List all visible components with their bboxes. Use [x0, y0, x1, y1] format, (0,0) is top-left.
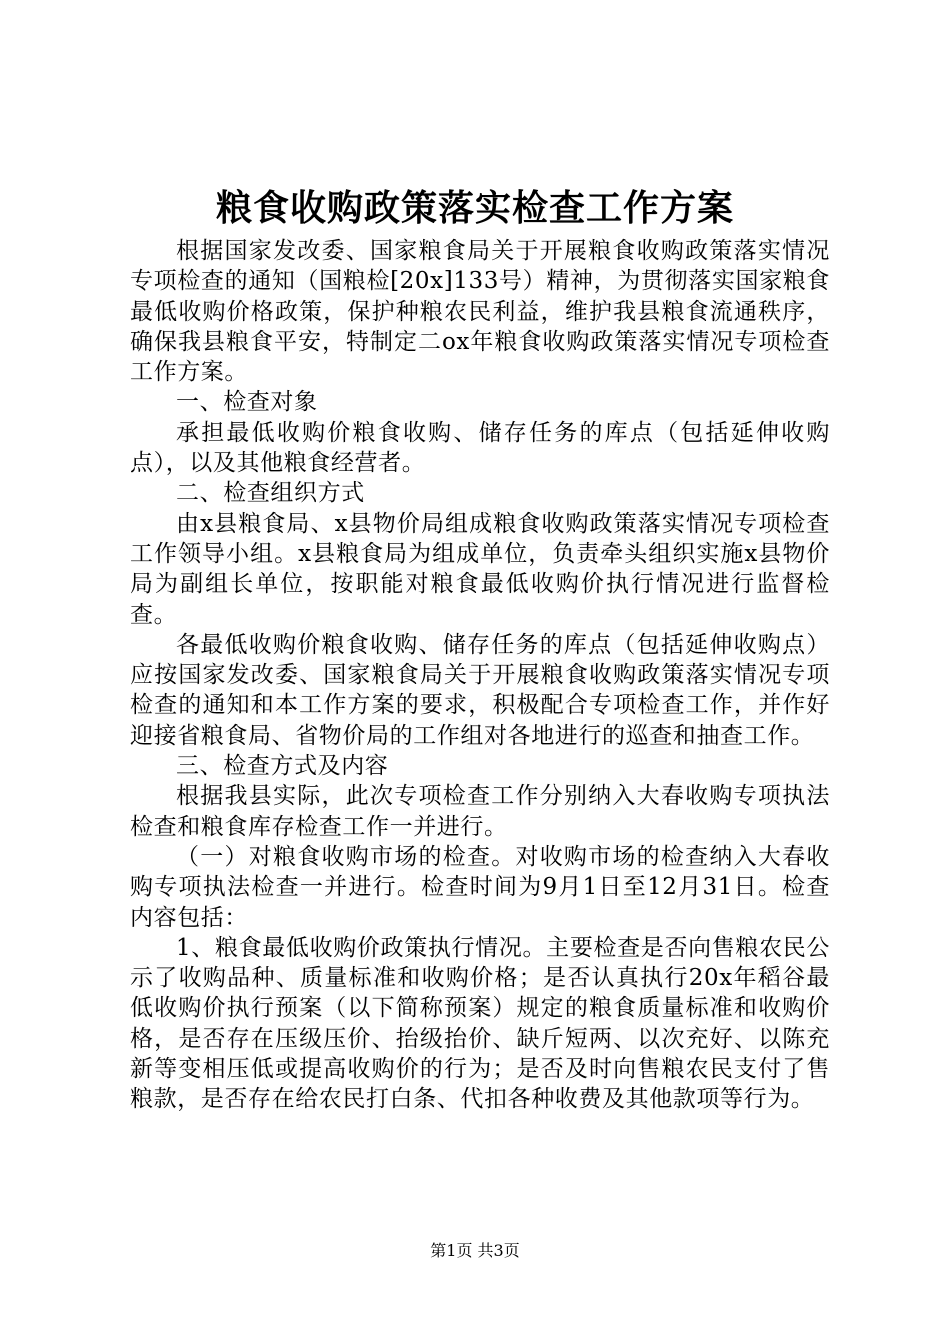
- page-footer: 第1页 共3页: [430, 1241, 520, 1260]
- paragraph-cooperation: 各最低收购价粮食收购、储存任务的库点（包括延伸收购点）应按国家发改委、国家粮食局关于开展粮食收购政策落实情况专项检查的通知和本工作方案的要求，积极配合专项检查工作，并作好迎接省粮食局、省物价局的工作组对各地进行的巡查和抽查工作。: [130, 631, 830, 749]
- paragraph-intro: 根据国家发改委、国家粮食局关于开展粮食收购政策落实情况专项检查的通知（国粮检[20x]133号）精神，为贯彻落实国家粮食最低收购价格政策，保护种粮农民利益，维护我县粮食流通秩序，确保我县粮食平安，特制定二ox年粮食收购政策落实情况专项检查工作方案。: [130, 238, 830, 386]
- section-heading-inspection-targets: 一、检查对象: [176, 389, 318, 416]
- document-title: 粮食收购政策落实检查工作方案: [215, 187, 734, 229]
- paragraph-organization: 由x县粮食局、x县物价局组成粮食收购政策落实情况专项检查工作领导小组。x县粮食局为组成单位，负责牵头组织实施x县物价局为副组长单位，按职能对粮食最低收购价执行情况进行监督检查。: [130, 510, 830, 628]
- document-body: [130, 236, 830, 1115]
- paragraph-methods: 根据我县实际，此次专项检查工作分别纳入大春收购专项执法检查和粮食库存检查工作一并进行。: [130, 783, 830, 840]
- section-heading-organization: 二、检查组织方式: [176, 480, 365, 507]
- paragraph-policy-execution: 1、粮食最低收购价政策执行情况。主要检查是否向售粮农民公示了收购品种、质量标准和收购价格；是否认真执行20x年稻谷最低收购价执行预案（以下简称预案）规定的粮食质量标准和收购价格，是否存在压级压价、抬级抬价、缺斤短两、以次充好、以陈充新等变相压低或提高收购价的行为；是否及时向售粮农民支付了售粮款，是否存在给农民打白条、代扣各种收费及其他款项等行为。: [130, 934, 830, 1113]
- paragraph-market-inspection: （一）对粮食收购市场的检查。对收购市场的检查纳入大春收购专项执法检查一并进行。检查时间为9月1日至12月31日。检查内容包括：: [130, 843, 830, 931]
- section-heading-methods-content: 三、检查方式及内容: [176, 753, 389, 780]
- paragraph-inspection-targets: 承担最低收购价粮食收购、储存任务的库点（包括延伸收购点），以及其他粮食经营者。: [130, 419, 830, 477]
